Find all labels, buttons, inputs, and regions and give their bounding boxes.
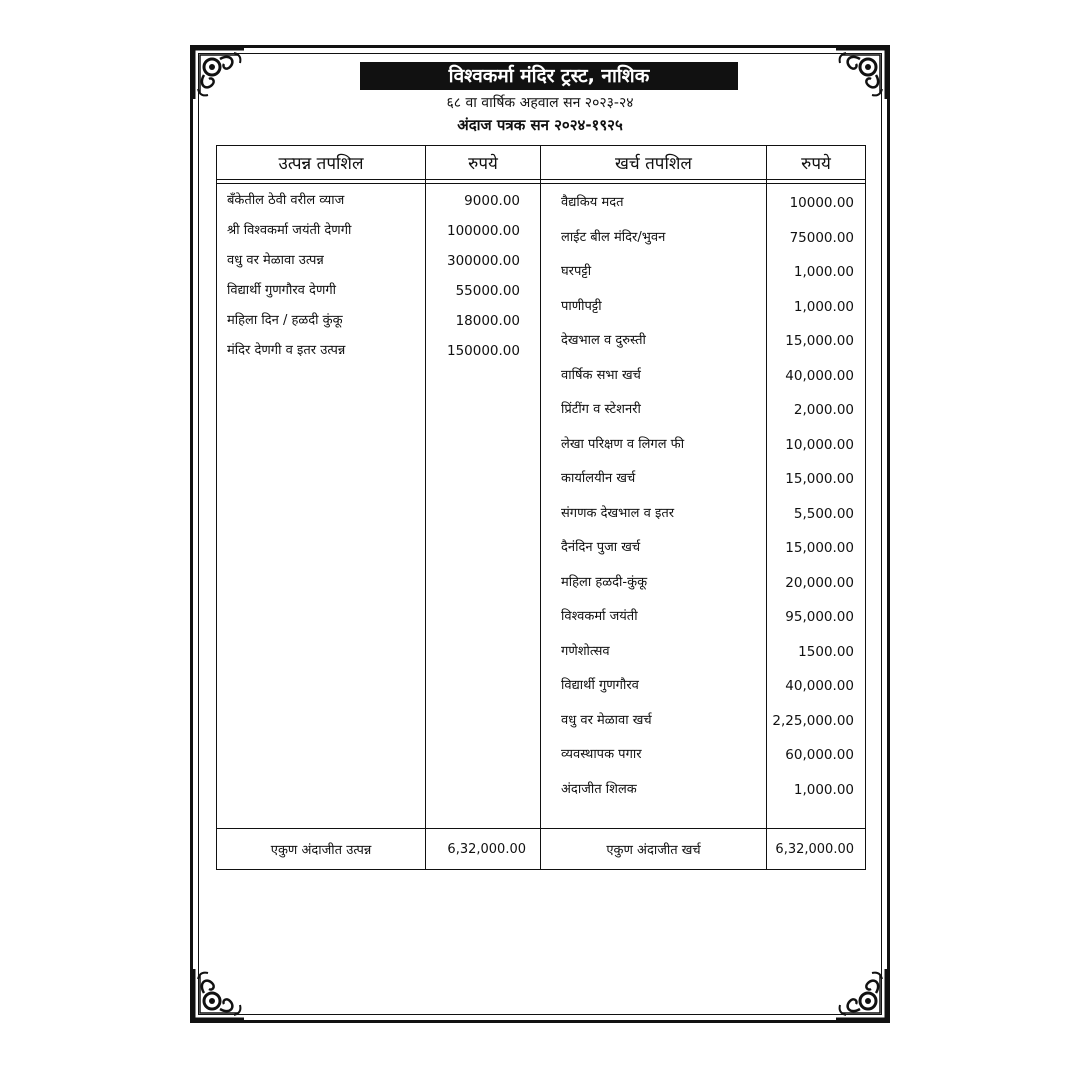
income-item-label: वधु वर मेळावा उत्पन्न <box>227 253 324 268</box>
expense-item-label: दैनंदिन पुजा खर्च <box>561 540 641 555</box>
expense-item-label: कार्यालयीन खर्च <box>561 471 636 486</box>
expense-labels-column <box>541 184 767 829</box>
expense-item-label: लाईट बील मंदिर/भुवन <box>561 229 666 245</box>
expense-item-amount: 2,000.00 <box>793 402 854 418</box>
income-details-header: उत्पन्न तपशिल <box>217 146 426 180</box>
expense-item-amount: 15,000.00 <box>785 333 854 349</box>
income-amounts-column <box>426 184 541 829</box>
income-item-label: बँकेतील ठेवी वरील व्याज <box>227 193 345 208</box>
expense-item-label: पाणीपट्टी <box>561 298 602 314</box>
expense-item-label: वार्षिक सभा खर्च <box>561 367 641 383</box>
expense-item-amount: 10,000.00 <box>785 436 854 453</box>
expense-item-amount: 2,25,000.00 <box>772 712 854 729</box>
expense-item-amount: 40,000.00 <box>785 367 854 384</box>
corner-ornament-icon <box>832 965 890 1023</box>
expense-item-amount: 1,000.00 <box>793 781 854 798</box>
income-item-label: महिला दिन / हळदी कुंकू <box>227 313 343 328</box>
expense-item-label: अंदाजीत शिलक <box>561 781 637 797</box>
expense-item-amount: 40,000.00 <box>785 678 854 694</box>
trust-title: विश्वकर्मा मंदिर ट्रस्ट, नाशिक <box>360 62 738 90</box>
expense-item-amount: 1,000.00 <box>793 298 854 315</box>
expense-item-amount: 20,000.00 <box>785 574 854 591</box>
corner-ornament-icon <box>832 45 890 103</box>
expense-item-label: गणेशोत्सव <box>561 643 610 659</box>
expense-item-amount: 1,000.00 <box>793 264 854 280</box>
expense-item-amount: 5,500.00 <box>793 505 854 522</box>
corner-ornament-icon <box>190 965 248 1023</box>
expense-amount-header: रुपये <box>767 146 866 180</box>
expense-amounts-column <box>767 184 866 829</box>
expense-item-label: संगणक देखभाल व इतर <box>561 505 675 521</box>
expense-item-label: देखभाल व दुरुस्ती <box>561 333 646 348</box>
report-subtitle: ६८ वा वार्षिक अहवाल सन २०२३-२४ <box>446 95 634 111</box>
total-expense-amount: 6,32,000.00 <box>767 829 866 870</box>
income-item-amount: 300000.00 <box>446 253 520 269</box>
expense-item-label: विद्यार्थी गुणगौरव <box>561 678 639 693</box>
expense-item-amount: 75000.00 <box>789 229 854 246</box>
expense-item-label: घरपट्टी <box>561 264 592 279</box>
expense-item-label: लेखा परिक्षण व लिगल फी <box>561 436 685 452</box>
expense-item-amount: 10000.00 <box>789 195 854 211</box>
income-item-label: श्री विश्वकर्मा जयंती देणगी <box>227 223 352 238</box>
income-item-label: विद्यार्थी गुणगौरव देणगी <box>227 283 337 298</box>
income-amount-header: रुपये <box>426 146 541 180</box>
expense-details-header: खर्च तपशिल <box>541 146 767 180</box>
totals-row <box>217 829 866 870</box>
income-labels-column <box>217 184 426 829</box>
income-item-label: मंदिर देणगी व इतर उत्पन्न <box>227 343 346 358</box>
expense-item-label: महिला हळदी-कुंकू <box>561 574 648 590</box>
expense-item-amount: 15,000.00 <box>785 471 854 487</box>
income-item-amount: 100000.00 <box>446 223 520 239</box>
budget-subtitle: अंदाज पत्रक सन २०२४-१९२५ <box>457 116 623 134</box>
expense-item-label: वैद्यकिय मदत <box>561 195 624 210</box>
income-item-amount: 9000.00 <box>464 193 520 209</box>
total-income-amount: 6,32,000.00 <box>426 829 541 870</box>
expense-item-label: वधु वर मेळावा खर्च <box>561 712 652 728</box>
total-income-label: एकुण अंदाजीत उत्पन्न <box>217 829 426 870</box>
income-item-amount: 55000.00 <box>455 283 520 299</box>
expense-item-amount: 95,000.00 <box>785 609 854 625</box>
expense-item-amount: 1500.00 <box>798 643 854 660</box>
expense-item-amount: 60,000.00 <box>785 747 854 763</box>
expense-item-amount: 15,000.00 <box>785 540 854 556</box>
expense-item-label: व्यवस्थापक पगार <box>561 747 642 762</box>
corner-ornament-icon <box>190 45 248 103</box>
table-header-row <box>217 146 866 180</box>
income-item-amount: 18000.00 <box>455 313 520 329</box>
budget-table <box>216 145 866 870</box>
expense-item-label: प्रिंटींग व स्टेशनरी <box>561 402 641 417</box>
total-expense-label: एकुण अंदाजीत खर्च <box>541 829 767 870</box>
expense-item-label: विश्वकर्मा जयंती <box>561 609 638 624</box>
income-item-amount: 150000.00 <box>446 343 520 359</box>
